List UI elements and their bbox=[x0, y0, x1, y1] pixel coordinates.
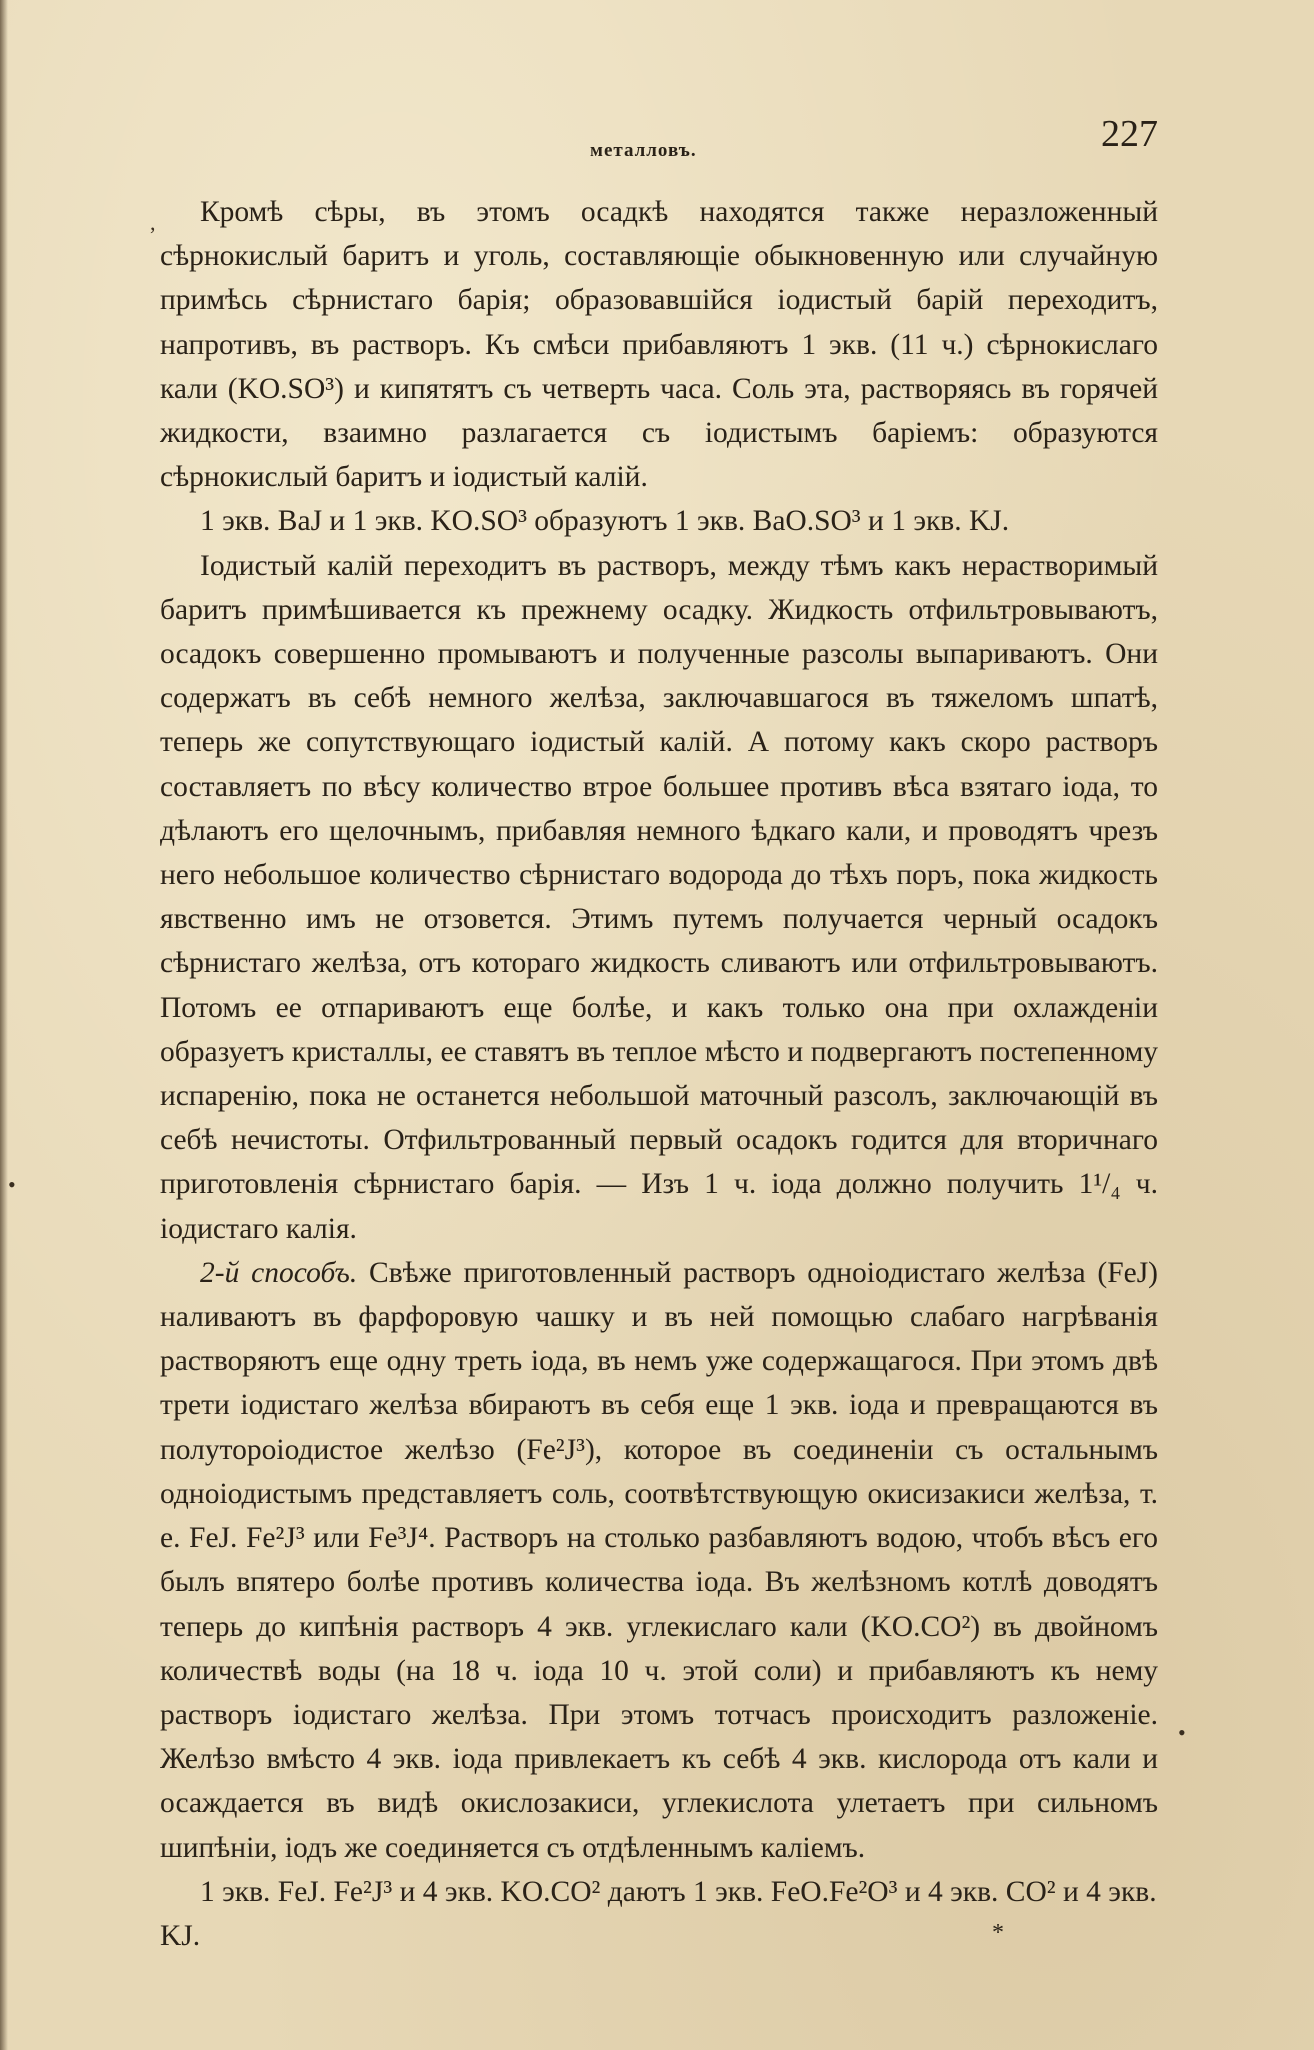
formula-2: 1 экв. FeJ. Fe²J³ и 4 экв. KO.CO² даютъ 1 экв. FeO.Fe²O³ и 4 экв. CO² и 4 экв. KJ. bbox=[160, 1875, 1157, 1952]
margin-mark-right: • bbox=[1178, 1720, 1186, 1745]
paragraph-3-text: Свѣже приготовленный растворъ одноіодистаго желѣза (FeJ) наливаютъ въ фарфоровую чашку и въ ней помощью слабаго нагрѣванія растворяютъ еще одну треть іода, въ немъ уже содержащагося. При этомъ двѣ трети іодистаго желѣза вбираютъ въ себя еще 1 экв. іода и превращаются въ полутороіодистое желѣзо (Fe²J³), которое въ соединеніи съ остальнымъ одноіодистымъ представляетъ соль, соотвѣтствующую окисизакиси желѣза, т. е. FeJ. Fe²J³ или Fe³J⁴. Растворъ на столько разбавляютъ водою, чтобъ вѣсъ его былъ впятеро болѣе противъ количества іода. Въ желѣзномъ котлѣ доводятъ теперь до кипѣнія растворъ 4 экв. углекислаго кали (KO.CO²) въ двойномъ количествѣ воды (на 18 ч. іода 10 ч. этой соли) и прибавляютъ къ нему растворъ іодистаго желѣза. При этомъ тотчасъ происходитъ разложеніе. Желѣзо вмѣсто 4 экв. іода привлекаетъ къ себѣ 4 экв. кислорода отъ кали и осаждается въ видѣ окислозакиси, углекислота улетаетъ при сильномъ шипѣніи, іодъ же соединяется съ отдѣленнымъ каліемъ. bbox=[160, 1256, 1159, 1864]
body-text bbox=[160, 190, 1158, 1958]
page-header bbox=[160, 112, 1158, 172]
margin-mark-top: , bbox=[150, 210, 156, 235]
margin-mark-left: • bbox=[8, 1172, 16, 1197]
page-spine-shadow bbox=[0, 0, 8, 2050]
end-mark: * bbox=[992, 1920, 1004, 1946]
formula-1: 1 экв. BaJ и 1 экв. KO.SO³ образуютъ 1 экв. BaO.SO³ и 1 экв. KJ. bbox=[200, 505, 1010, 538]
paragraph-3 bbox=[160, 1251, 1158, 1870]
method-heading: 2-й способъ. bbox=[200, 1256, 358, 1289]
paragraph-1: Кромѣ сѣры, въ этомъ осадкѣ находятся также неразложенный сѣрнокислый баритъ и уголь, составляющіе обыкновенную или случайную примѣсь сѣрнистаго барія; образовавшійся іодистый барій переходитъ, напротивъ, въ растворъ. Къ смѣси прибавляютъ 1 экв. (11 ч.) сѣрнокислаго кали (KO.SO³) и кипятятъ съ четверть часа. Соль эта, растворяясь въ горячей жидкости, взаимно разлагается съ іодистымъ баріемъ: образуются сѣрнокислый баритъ и іодистый калій. bbox=[160, 196, 1158, 494]
page-number: 227 bbox=[1101, 113, 1158, 155]
paragraph-2: Іодистый калій переходитъ въ растворъ, между тѣмъ какъ нерастворимый баритъ примѣшивается къ прежнему осадку. Жидкость отфильтровываютъ, осадокъ совершенно промываютъ и полученные разсолы выпариваютъ. Они содержатъ въ себѣ немного желѣза, заключавшагося въ тяжеломъ шпатѣ, теперь же сопутствующаго іодистый калій. А потому какъ скоро растворъ составляетъ по вѣсу количество втрое большее противъ вѣса взятаго іода, то дѣлаютъ его щелочнымъ, прибавляя немного ѣдкаго кали, и проводятъ чрезъ него небольшое количество сѣрнистаго водорода до тѣхъ поръ, пока жидкость явственно имъ не отзовется. Этимъ путемъ получается черный осадокъ сѣрнистаго желѣза, отъ котораго жидкость сливаютъ или отфильтровываютъ. Потомъ ее отпариваютъ еще болѣе, и какъ только она при охлажденіи образуетъ кристаллы, ее ставятъ въ теплое мѣсто и подвергаютъ постепенному испаренію, пока не останется небольшой маточный разсолъ, заключающій въ себѣ нечистоты. Отфильтрованный первый осадокъ годится для вторичнаго приготовленія сѣрнистаго барія. — Изъ 1 ч. іода должно получить 1¹/₄ ч. іодистаго калія. bbox=[160, 549, 1158, 1245]
running-head: металловъ. bbox=[590, 140, 697, 161]
